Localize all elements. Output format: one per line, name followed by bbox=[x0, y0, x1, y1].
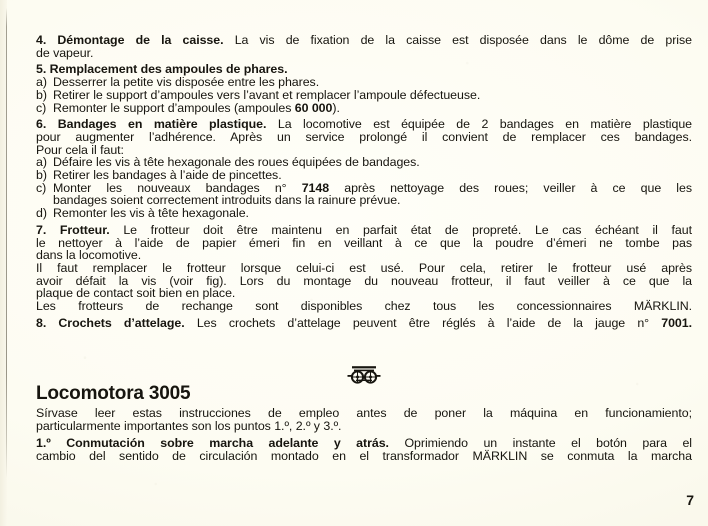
section-6-item-b-text: Retirer les bandages à l’aide de pincettes. bbox=[53, 168, 282, 183]
spanish-section-1-line-2: cambio del sentido de circulación montado en el transformador MÄRKLIN se conmuta la marcha bbox=[36, 448, 692, 463]
page-content bbox=[36, 34, 692, 462]
section-7-line-6: plaque de contact soit bien en place. bbox=[36, 286, 236, 301]
section-7-line-7: Les frotteurs de rechange sont disponibles chez tous les concessionnaires MÄRKLIN. bbox=[36, 299, 692, 314]
section-8-heading: 8. Crochets d’attelage. bbox=[36, 315, 185, 330]
section-6-item-a-text: Défaire les vis à tête hexagonale des roues équipées de bandages. bbox=[53, 155, 420, 170]
section-4-line-1 bbox=[36, 34, 692, 47]
section-6-item-d-text: Remonter les vis à tête hexagonale. bbox=[53, 206, 249, 221]
section-5 bbox=[36, 63, 692, 114]
section-6-item-c-wrap: bandages soient correctement introduits dans la rainure prévue. bbox=[53, 193, 401, 208]
page-number: 7 bbox=[686, 492, 694, 508]
tyre-part-number: 7148 bbox=[301, 180, 330, 195]
section-8-line-1 bbox=[36, 317, 692, 330]
spanish-section-1-line-1 bbox=[36, 437, 692, 450]
section-6 bbox=[36, 118, 692, 220]
section-5-item-a-text: Desserrer la petite vis disposée entre les phares. bbox=[53, 75, 320, 90]
section-5-item-c-text: Remonter le support d’ampoules (ampoules bbox=[53, 100, 295, 115]
section-5-item-c bbox=[36, 102, 692, 115]
locomotive-wheels-ornament bbox=[36, 364, 692, 391]
section-6-item-d bbox=[36, 207, 692, 220]
section-7-line-4: Il faut remplacer le frotteur lorsque celui-ci est usé. Pour cela, retirer le frotteur usé après bbox=[36, 260, 692, 275]
gauge-part-number: 7001. bbox=[661, 315, 692, 330]
section-6-heading: 6. Bandages en matière plastique. bbox=[36, 117, 267, 132]
list-marker: d) bbox=[36, 206, 47, 221]
section-7-line-3: dans la locomotive. bbox=[36, 248, 142, 263]
bulb-part-number: 60 000 bbox=[294, 100, 333, 115]
section-4-body-1: La vis de fixation de la caisse est disposée dans le dôme de prise bbox=[234, 33, 692, 47]
list-marker: c) bbox=[36, 100, 47, 115]
spanish-section bbox=[36, 383, 692, 462]
section-4-line-2: de vapeur. bbox=[36, 45, 94, 60]
section-8-body-1: Les crochets d’attelage peuvent être réglés à l’aide de la jauge n° bbox=[196, 315, 662, 330]
section-6-item-c-text: Monter les nouveaux bandages n° bbox=[53, 180, 302, 195]
section-6-line-2: pour augmenter l’adhérence. Après un service prolongé il convient de remplacer ces bandages. bbox=[36, 129, 692, 144]
page-gutter-line bbox=[6, 8, 7, 478]
section-7-line-1 bbox=[36, 224, 692, 237]
section-5-item-c-tail: ). bbox=[332, 100, 340, 115]
list-marker: b) bbox=[36, 168, 47, 183]
section-6-body-1: La locomotive est équipée de 2 bandages en matière plastique bbox=[277, 117, 693, 132]
spanish-section-1-heading: 1.º Conmutación sobre marcha adelante y atrás. bbox=[36, 435, 389, 450]
spanish-intro-line-1: Sírvase leer estas instrucciones de empleo antes de poner la máquina en funcionamiento; bbox=[36, 406, 692, 421]
section-8 bbox=[36, 317, 692, 330]
list-marker: c) bbox=[36, 180, 47, 195]
spanish-section-1-body-1: Oprimiendo un instante el botón para el bbox=[404, 435, 692, 450]
section-7-heading: 7. Frotteur. bbox=[36, 222, 110, 237]
spanish-title: Locomotora 3005 bbox=[36, 383, 191, 405]
list-marker: a) bbox=[36, 155, 47, 170]
list-marker: b) bbox=[36, 87, 47, 102]
section-7-body-1: Le frotteur doit être maintenu en parfait état de propreté. Le cas échéant il faut bbox=[123, 222, 692, 237]
section-7 bbox=[36, 224, 692, 313]
section-7-line-5: avoir défait la vis (voir fig). Lors du montage du nouveau frotteur, il faut veiller à ce que la bbox=[36, 273, 692, 288]
section-6-line-3: Pour cela il faut: bbox=[36, 142, 124, 157]
section-7-line-2: le nettoyer à l’aide de papier émeri fin en veillant à ce que la poudre d’émeri ne tombe pas bbox=[36, 235, 692, 250]
section-4 bbox=[36, 34, 692, 59]
list-marker: a) bbox=[36, 75, 47, 90]
section-5-item-b-text: Retirer le support d’ampoules vers l’avant et remplacer l’ampoule défectueuse. bbox=[53, 87, 481, 102]
spanish-intro-line-2: particularmente importantes son los puntos 1.º, 2.º y 3.º. bbox=[36, 419, 342, 434]
section-4-heading: 4. Démontage de la caisse. bbox=[36, 33, 224, 47]
section-6-item-c-tail: après nettoyage des roues; veiller à ce que les bbox=[329, 180, 692, 195]
section-5-heading: 5. Remplacement des ampoules de phares. bbox=[36, 62, 288, 77]
